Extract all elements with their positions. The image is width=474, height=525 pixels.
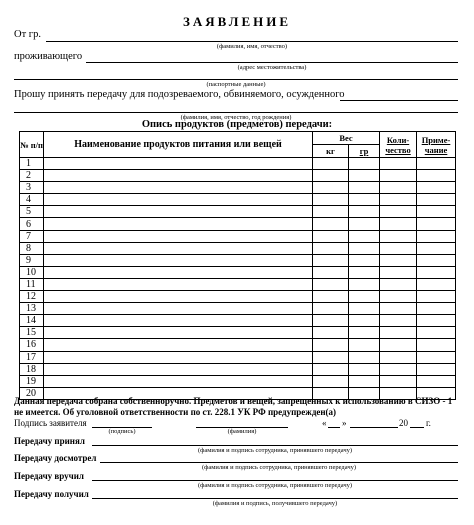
cell-note[interactable] [417,351,456,363]
cell-kg[interactable] [313,254,349,266]
inspected-label: Передачу досмотрел [14,453,97,463]
cell-kg[interactable] [313,278,349,290]
cell-name[interactable] [44,194,313,206]
col-header-qty [380,132,417,158]
cell-kg[interactable] [313,266,349,278]
cell-qty[interactable] [380,254,417,266]
cell-note[interactable] [417,182,456,194]
inventory-table [19,131,456,400]
row-number: 19 [20,375,44,387]
row-number: 14 [20,315,44,327]
cell-kg[interactable] [313,206,349,218]
row-number: 16 [20,339,44,351]
cell-note[interactable] [417,327,456,339]
cell-kg[interactable] [313,242,349,254]
row-number: 18 [20,363,44,375]
cell-gr[interactable] [349,351,380,363]
date-quote-close: » [342,418,347,428]
cell-note[interactable] [417,218,456,230]
cell-qty[interactable] [380,278,417,290]
date-year-prefix: 20 [399,418,408,428]
cell-name[interactable] [44,303,313,315]
cell-name[interactable] [44,351,313,363]
table-caption: Опись продуктов (предметов) передачи: [141,119,333,130]
cell-kg[interactable] [313,291,349,303]
cell-qty[interactable] [380,242,417,254]
date-year-suffix: г. [426,418,431,428]
cell-gr[interactable] [349,278,380,290]
cell-gr[interactable] [349,242,380,254]
cell-qty[interactable] [380,303,417,315]
table-row [20,242,456,254]
cell-gr[interactable] [349,218,380,230]
date-day-field[interactable] [328,427,340,428]
hint-passport: (паспортные данные) [206,81,266,88]
cell-note[interactable] [417,291,456,303]
col-header-qty-text: Коли-чество [385,134,411,155]
cell-note[interactable] [417,158,456,170]
col-header-kg: кг [313,145,349,158]
cell-qty[interactable] [380,218,417,230]
cell-note[interactable] [417,194,456,206]
cell-kg[interactable] [313,303,349,315]
handed-field[interactable] [92,480,458,481]
row-number: 8 [20,242,44,254]
hint-signature: (подпись) [108,428,136,435]
table-row [20,158,456,170]
cell-note[interactable] [417,363,456,375]
table-row [20,182,456,194]
from-fio-field[interactable] [46,41,458,42]
document-title: ЗАЯВЛЕНИЕ [182,14,292,29]
cell-name[interactable] [44,266,313,278]
notice-text: Данная передача собрана собственноручно. Предметов и вещей, запрещенных к использованию в СИЗО - 1 не имеется. Об уголовной ответственности по ст. 228.1 УК РФ предупрежден(а) [14,396,453,417]
table-row [20,170,456,182]
hint-address: (адрес местожительства) [237,64,307,71]
cell-note[interactable] [417,303,456,315]
cell-gr[interactable] [349,291,380,303]
cell-gr[interactable] [349,230,380,242]
cell-kg[interactable] [313,182,349,194]
accepted-label: Передачу принял [14,436,85,446]
table-row [20,254,456,266]
cell-gr[interactable] [349,266,380,278]
cell-name[interactable] [44,170,313,182]
cell-note[interactable] [417,242,456,254]
cell-qty[interactable] [380,230,417,242]
request-text: Прошу принять передачу для подозреваемого, обвиняемого, осужденного [14,89,345,100]
date-month-field[interactable] [350,427,398,428]
detainee-field-part1[interactable] [340,100,458,101]
hint-surname: (фамилия) [227,428,257,435]
row-number: 6 [20,218,44,230]
cell-name[interactable] [44,327,313,339]
table-row [20,315,456,327]
cell-qty[interactable] [380,327,417,339]
table-row [20,375,456,387]
cell-qty[interactable] [380,158,417,170]
table-row [20,230,456,242]
cell-note[interactable] [417,278,456,290]
table-row [20,363,456,375]
row-number: 20 [20,387,44,399]
detainee-field[interactable] [14,112,458,113]
cell-note[interactable] [417,206,456,218]
cell-gr[interactable] [349,363,380,375]
cell-name[interactable] [44,218,313,230]
row-number: 5 [20,206,44,218]
hint-employee-handed: (фамилия и подпись сотрудника, принявшего передачу) [197,482,353,489]
table-row [20,266,456,278]
hint-fio: (фамилия, имя, отчество) [216,43,288,50]
table-row [20,218,456,230]
cell-name[interactable] [44,375,313,387]
cell-qty[interactable] [380,315,417,327]
accepted-field[interactable] [92,445,458,446]
cell-qty[interactable] [380,339,417,351]
cell-note[interactable] [417,375,456,387]
cell-qty[interactable] [380,363,417,375]
cell-kg[interactable] [313,315,349,327]
cell-gr[interactable] [349,339,380,351]
cell-gr[interactable] [349,158,380,170]
table-row [20,327,456,339]
table-row [20,291,456,303]
row-number: 12 [20,291,44,303]
cell-note[interactable] [417,170,456,182]
cell-note[interactable] [417,339,456,351]
table-row [20,339,456,351]
cell-qty[interactable] [380,266,417,278]
table-row [20,206,456,218]
cell-name[interactable] [44,291,313,303]
row-number: 11 [20,278,44,290]
cell-note[interactable] [417,266,456,278]
col-header-gr-text: гр [359,146,369,156]
inspected-field[interactable] [100,462,458,463]
cell-gr[interactable] [349,327,380,339]
cell-note[interactable] [417,230,456,242]
hint-employee-accepted: (фамилия и подпись сотрудника, принявшего передачу) [197,447,353,454]
cell-name[interactable] [44,230,313,242]
from-label: От гр. [14,29,41,40]
cell-kg[interactable] [313,327,349,339]
cell-name[interactable] [44,278,313,290]
row-number: 10 [20,266,44,278]
cell-name[interactable] [44,158,313,170]
cell-gr[interactable] [349,206,380,218]
cell-name[interactable] [44,182,313,194]
cell-kg[interactable] [313,351,349,363]
cell-gr[interactable] [349,375,380,387]
received-label: Передачу получил [14,489,89,499]
address-field[interactable] [86,62,458,63]
table-row [20,194,456,206]
received-field[interactable] [92,498,458,499]
handed-label: Передачу вручил [14,471,84,481]
applicant-sign-label: Подпись заявителя [14,418,87,428]
cell-gr[interactable] [349,254,380,266]
row-number: 7 [20,230,44,242]
cell-kg[interactable] [313,375,349,387]
cell-kg[interactable] [313,218,349,230]
row-number: 4 [20,194,44,206]
row-number: 13 [20,303,44,315]
cell-note[interactable] [417,254,456,266]
cell-gr[interactable] [349,315,380,327]
cell-qty[interactable] [380,170,417,182]
cell-qty[interactable] [380,351,417,363]
cell-kg[interactable] [313,170,349,182]
col-header-gr [349,145,380,158]
cell-name[interactable] [44,315,313,327]
cell-qty[interactable] [380,194,417,206]
cell-note[interactable] [417,315,456,327]
cell-name[interactable] [44,206,313,218]
cell-kg[interactable] [313,339,349,351]
cell-name[interactable] [44,242,313,254]
table-row [20,351,456,363]
row-number: 17 [20,351,44,363]
cell-qty[interactable] [380,182,417,194]
row-number: 1 [20,158,44,170]
col-header-note [417,132,456,158]
cell-kg[interactable] [313,363,349,375]
row-number: 9 [20,254,44,266]
cell-kg[interactable] [313,230,349,242]
cell-gr[interactable] [349,194,380,206]
residing-label: проживающего [14,51,83,62]
row-number: 3 [20,182,44,194]
hint-received: (фамилия и подпись, получившего передачу) [212,500,338,507]
date-quote-open: « [322,418,327,428]
cell-name[interactable] [44,254,313,266]
table-row [20,278,456,290]
row-number: 15 [20,327,44,339]
hint-fio-birth: (фамилия, имя, отчество, год рождения) [180,114,292,121]
passport-field[interactable] [14,79,458,80]
date-year-field[interactable] [410,427,424,428]
cell-name[interactable] [44,339,313,351]
cell-name[interactable] [44,363,313,375]
cell-qty[interactable] [380,206,417,218]
cell-qty[interactable] [380,375,417,387]
cell-gr[interactable] [349,170,380,182]
cell-gr[interactable] [349,182,380,194]
col-header-weight: Вес [313,132,380,145]
col-header-name: Наименование продуктов питания или вещей [44,132,313,158]
cell-kg[interactable] [313,158,349,170]
row-number: 2 [20,170,44,182]
hint-employee-inspected: (фамилия и подпись сотрудника, принявшего передачу) [201,464,357,471]
cell-kg[interactable] [313,194,349,206]
cell-qty[interactable] [380,291,417,303]
col-header-num: № п/п [20,132,44,158]
cell-gr[interactable] [349,303,380,315]
col-header-note-text: Приме-чание [421,134,451,155]
table-row [20,303,456,315]
